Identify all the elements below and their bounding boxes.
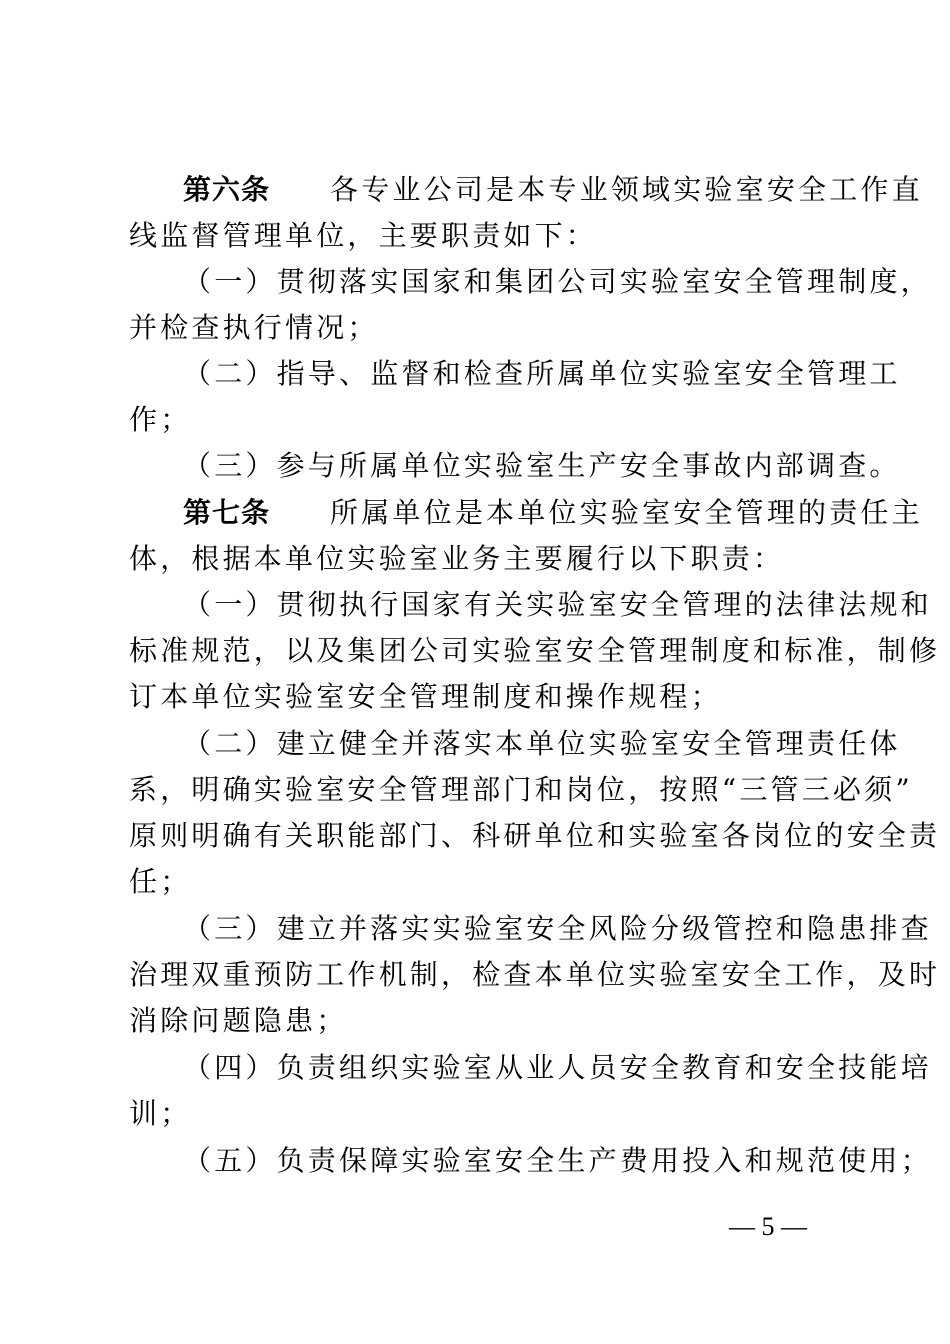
article-6-intro-line2: 线监督管理单位，主要职责如下： (129, 219, 598, 252)
article-6-item-2-line1: （二）指导、监督和检查所属单位实验室安全管理工 (183, 357, 901, 390)
article-6-item-2-line2: 作； (129, 403, 192, 436)
article-7-item-3-line2: 治理双重预防工作机制，检查本单位实验室安全工作，及时 (129, 958, 941, 991)
article-7-heading-line (183, 490, 923, 536)
article-6-intro-line1: 各专业公司是本专业领域实验室安全工作直 (330, 173, 923, 206)
article-7-item-1-line3: 订本单位实验室安全管理制度和操作规程； (129, 680, 722, 713)
article-6-item-3-line1: （三）参与所属单位实验室生产安全事故内部调查。 (183, 449, 901, 482)
page-number: — 5 — (729, 1212, 807, 1241)
article-7-item-3-line3: 消除问题隐患； (129, 1004, 348, 1037)
article-7-label: 第七条 (183, 496, 271, 529)
article-7-item-1-line2: 标准规范，以及集团公司实验室安全管理制度和标准，制修 (129, 634, 941, 667)
article-6-heading-line (183, 167, 923, 213)
article-7-item-4-line2: 训； (129, 1097, 192, 1130)
article-7-item-3-line1: （三）建立并落实实验室安全风险分级管控和隐患排查 (183, 912, 932, 945)
article-7-item-2-line2: 系，明确实验室安全管理部门和岗位，按照“三管三必须” (129, 773, 913, 806)
article-7-item-2-line3: 原则明确有关职能部门、科研单位和实验室各岗位的安全责 (129, 819, 941, 852)
article-7-intro-line2: 体，根据本单位实验室业务主要履行以下职责： (129, 542, 785, 575)
article-7-item-4-line1: （四）负责组织实验室从业人员安全教育和安全技能培 (183, 1051, 932, 1084)
article-6-label: 第六条 (183, 173, 271, 206)
article-7-item-5-line1: （五）负责保障实验室安全生产费用投入和规范使用； (183, 1144, 932, 1177)
article-6-item-1-line2: 并检查执行情况； (129, 311, 379, 344)
article-7-item-2-line1: （二）建立健全并落实本单位实验室安全管理责任体 (183, 727, 901, 760)
article-7-item-2-line4: 任； (129, 865, 192, 898)
article-7-intro-line1: 所属单位是本单位实验室安全管理的责任主 (330, 496, 923, 529)
article-6-item-1-line1: （一）贯彻落实国家和集团公司实验室安全管理制度， (183, 265, 932, 298)
article-7-item-1-line1: （一）贯彻执行国家有关实验室安全管理的法律法规和 (183, 588, 932, 621)
